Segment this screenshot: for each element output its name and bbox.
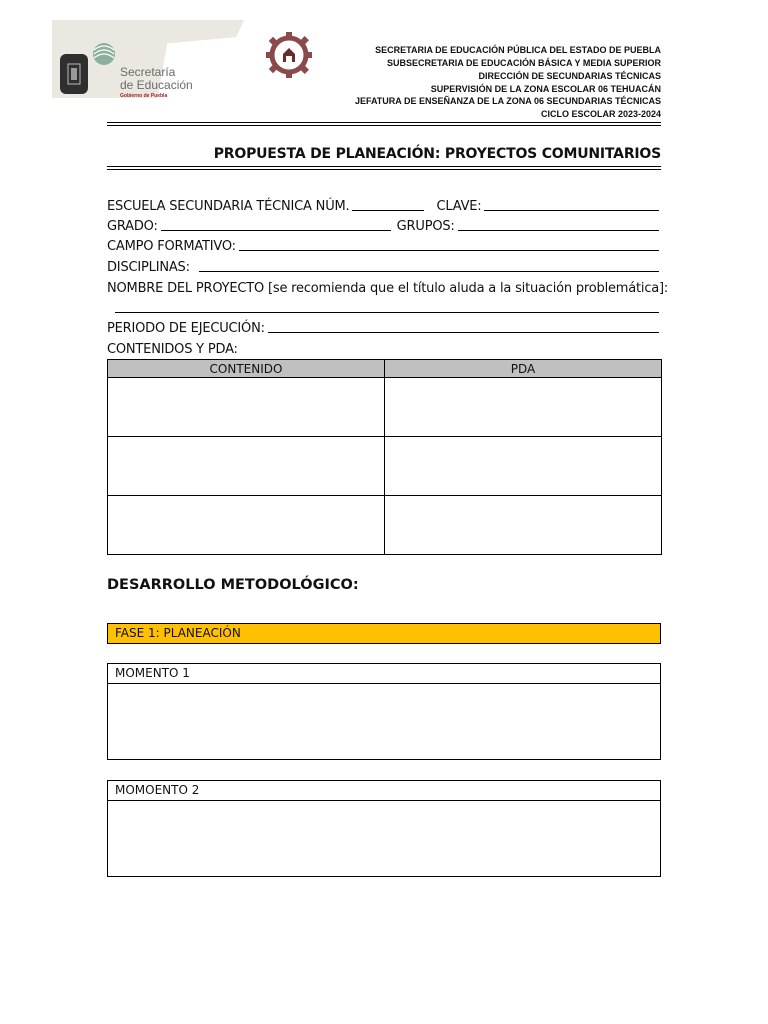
section-title: DESARROLLO METODOLÓGICO: — [107, 577, 359, 593]
table-row — [108, 378, 662, 437]
clave-field[interactable] — [484, 197, 659, 211]
table-row — [108, 496, 662, 555]
logo-text-educacion: de Educación — [120, 78, 193, 92]
header-line-5: JEFATURA DE ENSEÑANZA DE LA ZONA 06 SECUNDARIAS TÉCNICAS — [354, 96, 661, 106]
momento-1-label: MOMENTO 1 — [115, 666, 190, 680]
campo-field[interactable] — [239, 237, 659, 251]
proyecto-field[interactable] — [115, 299, 659, 313]
contenidos-table — [107, 359, 662, 555]
pda-cell[interactable] — [385, 496, 662, 555]
grado-field[interactable] — [161, 217, 391, 231]
disciplinas-field[interactable] — [199, 258, 659, 272]
logo-text-secretaria: Secretaría — [120, 65, 176, 79]
contenidos-row — [107, 339, 661, 357]
pda-cell[interactable] — [385, 378, 662, 437]
header-rule-bottom — [107, 125, 661, 126]
disciplinas-row — [107, 257, 661, 275]
fase-1-bar — [107, 623, 661, 644]
grupos-label: GRUPOS: — [396, 219, 455, 234]
momento-2-box — [107, 780, 661, 877]
momento-1-box — [107, 663, 661, 760]
momento-1-header — [108, 664, 660, 684]
momento-2-header — [108, 781, 660, 801]
grado-row — [107, 216, 661, 234]
title-rule-bottom — [107, 169, 661, 170]
header-rule-top — [107, 122, 661, 123]
header-contenido: CONTENIDO — [108, 360, 385, 378]
fase-1-label: FASE 1: PLANEACIÓN — [115, 626, 241, 640]
grupos-field[interactable] — [458, 217, 659, 231]
proyecto-field-row — [107, 298, 661, 316]
header-line-1: SECRETARIA DE EDUCACIÓN PÚBLICA DEL ESTADO DE PUEBLA — [375, 45, 661, 55]
logo-text-gobierno: Gobierno de Puebla — [120, 93, 168, 99]
periodo-label: PERIODO DE EJECUCIÓN: — [107, 321, 265, 336]
momento-1-body[interactable] — [108, 684, 660, 759]
school-crest-icon — [264, 32, 314, 78]
disciplinas-label: DISCIPLINAS: — [107, 260, 190, 275]
momento-2-body[interactable] — [108, 801, 660, 876]
page-title: PROPUESTA DE PLANEACIÓN: PROYECTOS COMUNITARIOS — [213, 146, 661, 162]
contenidos-label: CONTENIDOS Y PDA: — [107, 342, 238, 357]
header-line-6: CICLO ESCOLAR 2023-2024 — [540, 109, 661, 119]
grado-label: GRADO: — [107, 219, 158, 234]
escuela-field[interactable] — [352, 197, 424, 211]
contenido-cell[interactable] — [108, 378, 385, 437]
contenido-cell[interactable] — [108, 496, 385, 555]
campo-label: CAMPO FORMATIVO: — [107, 239, 236, 254]
contenido-cell[interactable] — [108, 437, 385, 496]
proyecto-row — [107, 278, 669, 296]
campo-row — [107, 236, 661, 254]
periodo-row — [107, 318, 661, 336]
header-line-3: DIRECCIÓN DE SECUNDARIAS TÉCNICAS — [478, 71, 661, 81]
pda-cell[interactable] — [385, 437, 662, 496]
proyecto-label: NOMBRE DEL PROYECTO [se recomienda que el título aluda a la situación problemática]: — [107, 281, 669, 296]
momento-2-label: MOMOENTO 2 — [115, 783, 200, 797]
escuela-row — [107, 196, 661, 214]
table-header-row — [108, 360, 662, 378]
periodo-field[interactable] — [268, 319, 659, 333]
header-line-4: SUPERVISIÓN DE LA ZONA ESCOLAR 06 TEHUACÁN — [430, 84, 661, 94]
table-row — [108, 437, 662, 496]
header-pda: PDA — [385, 360, 662, 378]
clave-label: CLAVE: — [436, 199, 482, 214]
header-line-2: SUBSECRETARIA DE EDUCACIÓN BÁSICA Y MEDIA SUPERIOR — [386, 58, 661, 68]
title-rule-top — [107, 166, 661, 167]
escuela-label: ESCUELA SECUNDARIA TÉCNICA NÚM. — [107, 199, 350, 214]
